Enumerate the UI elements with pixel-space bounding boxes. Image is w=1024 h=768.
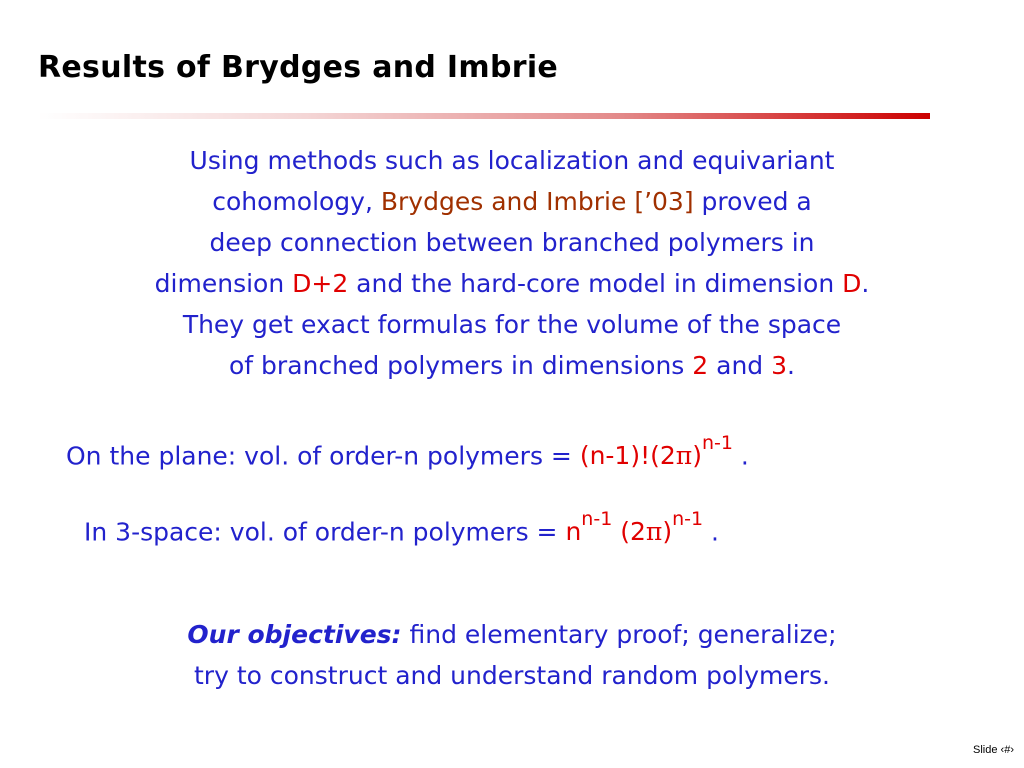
para-line-1: Using methods such as localization and equivariant xyxy=(189,146,835,175)
formula-part: n xyxy=(565,517,582,547)
para-line-4 xyxy=(40,263,984,304)
para-text: and the hard-core model in dimension xyxy=(348,269,843,298)
para-line-5: They get exact formulas for the volume of the space xyxy=(182,310,842,339)
intro-paragraph xyxy=(40,140,984,386)
formula-3space xyxy=(84,508,720,547)
objectives-line-1 xyxy=(40,614,984,655)
formula-exponent: n-1 xyxy=(701,432,733,454)
objectives xyxy=(40,614,984,696)
formula-exponent: n-1 xyxy=(672,508,704,530)
para-text: proved a xyxy=(693,187,812,216)
dimension-highlight: D+2 xyxy=(292,269,349,298)
formula-end: . xyxy=(732,441,749,471)
formula-end: . xyxy=(703,517,720,547)
formula-expression xyxy=(565,508,704,547)
para-text: and xyxy=(708,351,772,380)
para-text: . xyxy=(861,269,870,298)
slide-number: Slide ‹#› xyxy=(973,744,1014,756)
formula-plane xyxy=(66,432,749,471)
slide-title: Results of Brydges and Imbrie xyxy=(38,50,559,85)
formula-part: (n-1)!(2 xyxy=(579,441,676,471)
formula-expression xyxy=(579,432,733,471)
title-underline xyxy=(38,113,930,119)
para-text: . xyxy=(787,351,795,380)
para-line-3: deep connection between branched polymers in xyxy=(209,228,815,257)
dimension-highlight: D xyxy=(842,269,862,298)
dimension-highlight: 3 xyxy=(771,351,788,380)
formula-label: In 3-space: vol. of order-n polymers = xyxy=(84,517,566,547)
para-text: cohomology, xyxy=(212,187,381,216)
objectives-label: Our objectives: xyxy=(187,620,402,649)
pi-symbol: π xyxy=(645,517,663,547)
dimension-highlight: 2 xyxy=(692,351,709,380)
pi-symbol: π xyxy=(675,441,693,471)
objectives-text: find elementary proof; generalize; xyxy=(401,620,837,649)
formula-part: ) xyxy=(662,517,673,547)
formula-exponent: n-1 xyxy=(581,508,613,530)
formula-part: ) xyxy=(692,441,702,471)
citation: Brydges and Imbrie [’03] xyxy=(380,187,694,216)
formula-label: On the plane: vol. of order-n polymers = xyxy=(66,441,580,471)
para-line-2 xyxy=(40,181,984,222)
formula-part: (2 xyxy=(612,517,646,547)
para-text: of branched polymers in dimensions xyxy=(229,351,693,380)
objectives-line-2: try to construct and understand random polymers. xyxy=(194,661,830,690)
para-text: dimension xyxy=(154,269,293,298)
para-line-6 xyxy=(40,345,984,386)
